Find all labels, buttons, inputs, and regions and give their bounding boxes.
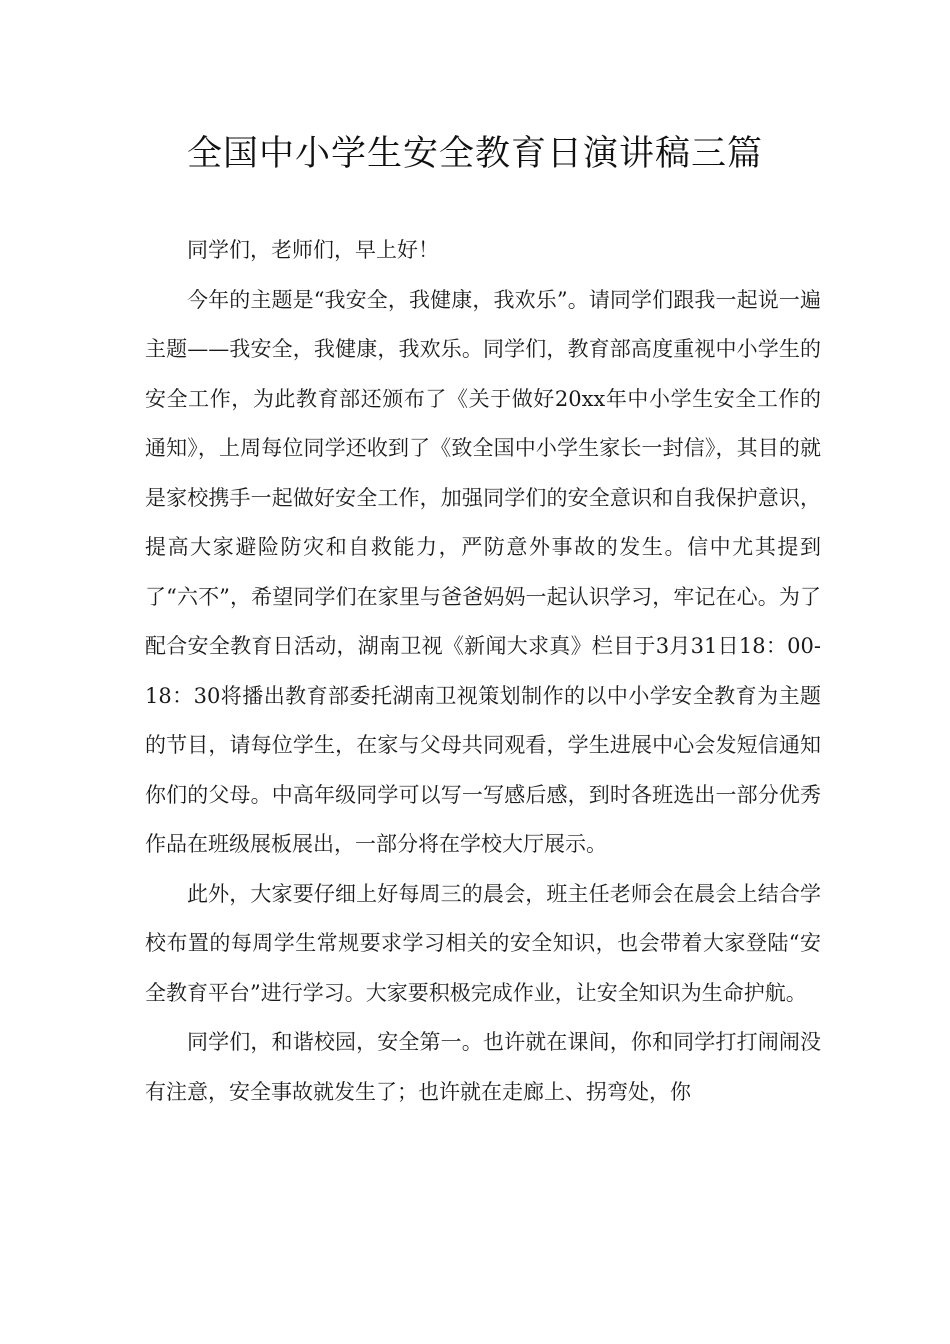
paragraph-theme: 今年的主题是“我安全，我健康，我欢乐”。请同学们跟我一起说一遍主题——我安全，我健康，我欢乐。同学们，教育部高度重视中小学生的安全工作，为此教育部还颁布了《关于做好20xx年中小学生安全工作的通知》，上周每位同学还收到了《致全国中小学生家长一封信》，其目的就是家校携手一起做好安全工作，加强同学们的安全意识和自我保护意识，提高大家避险防灾和自救能力，严防意外事故的发生。信中尤其提到了“六不”，希望同学们在家里与爸爸妈妈一起认识学习，牢记在心。为了配合安全教育日活动，湖南卫视《新闻大求真》栏目于3月31日18：00-18：30将播出教育部委托湖南卫视策划制作的以中小学安全教育为主题的节目，请每位学生，在家与父母共同观看，学生进展中心会发短信通知你们的父母。中高年级同学可以写一写感后感，到时各班选出一部分优秀作品在班级展板展出，一部分将在学校大厅展示。 [145, 287, 821, 856]
paragraph-greeting: 同学们，老师们，早上好！ [187, 238, 439, 262]
document-body [145, 226, 821, 1117]
paragraph-safety-first: 同学们，和谐校园，安全第一。也许就在课间，你和同学打打闹闹没有注意，安全事故就发生了；也许就在走廊上、拐弯处，你 [145, 1030, 821, 1104]
paragraph-morning-meeting: 此外，大家要仔细上好每周三的晨会，班主任老师会在晨会上结合学校布置的每周学生常规要求学习相关的安全知识，也会带着大家登陆“安全教育平台”进行学习。大家要积极完成作业，让安全知识为生命护航。 [145, 881, 821, 1005]
document-title: 全国中小学生安全教育日演讲稿三篇 [186, 134, 763, 174]
